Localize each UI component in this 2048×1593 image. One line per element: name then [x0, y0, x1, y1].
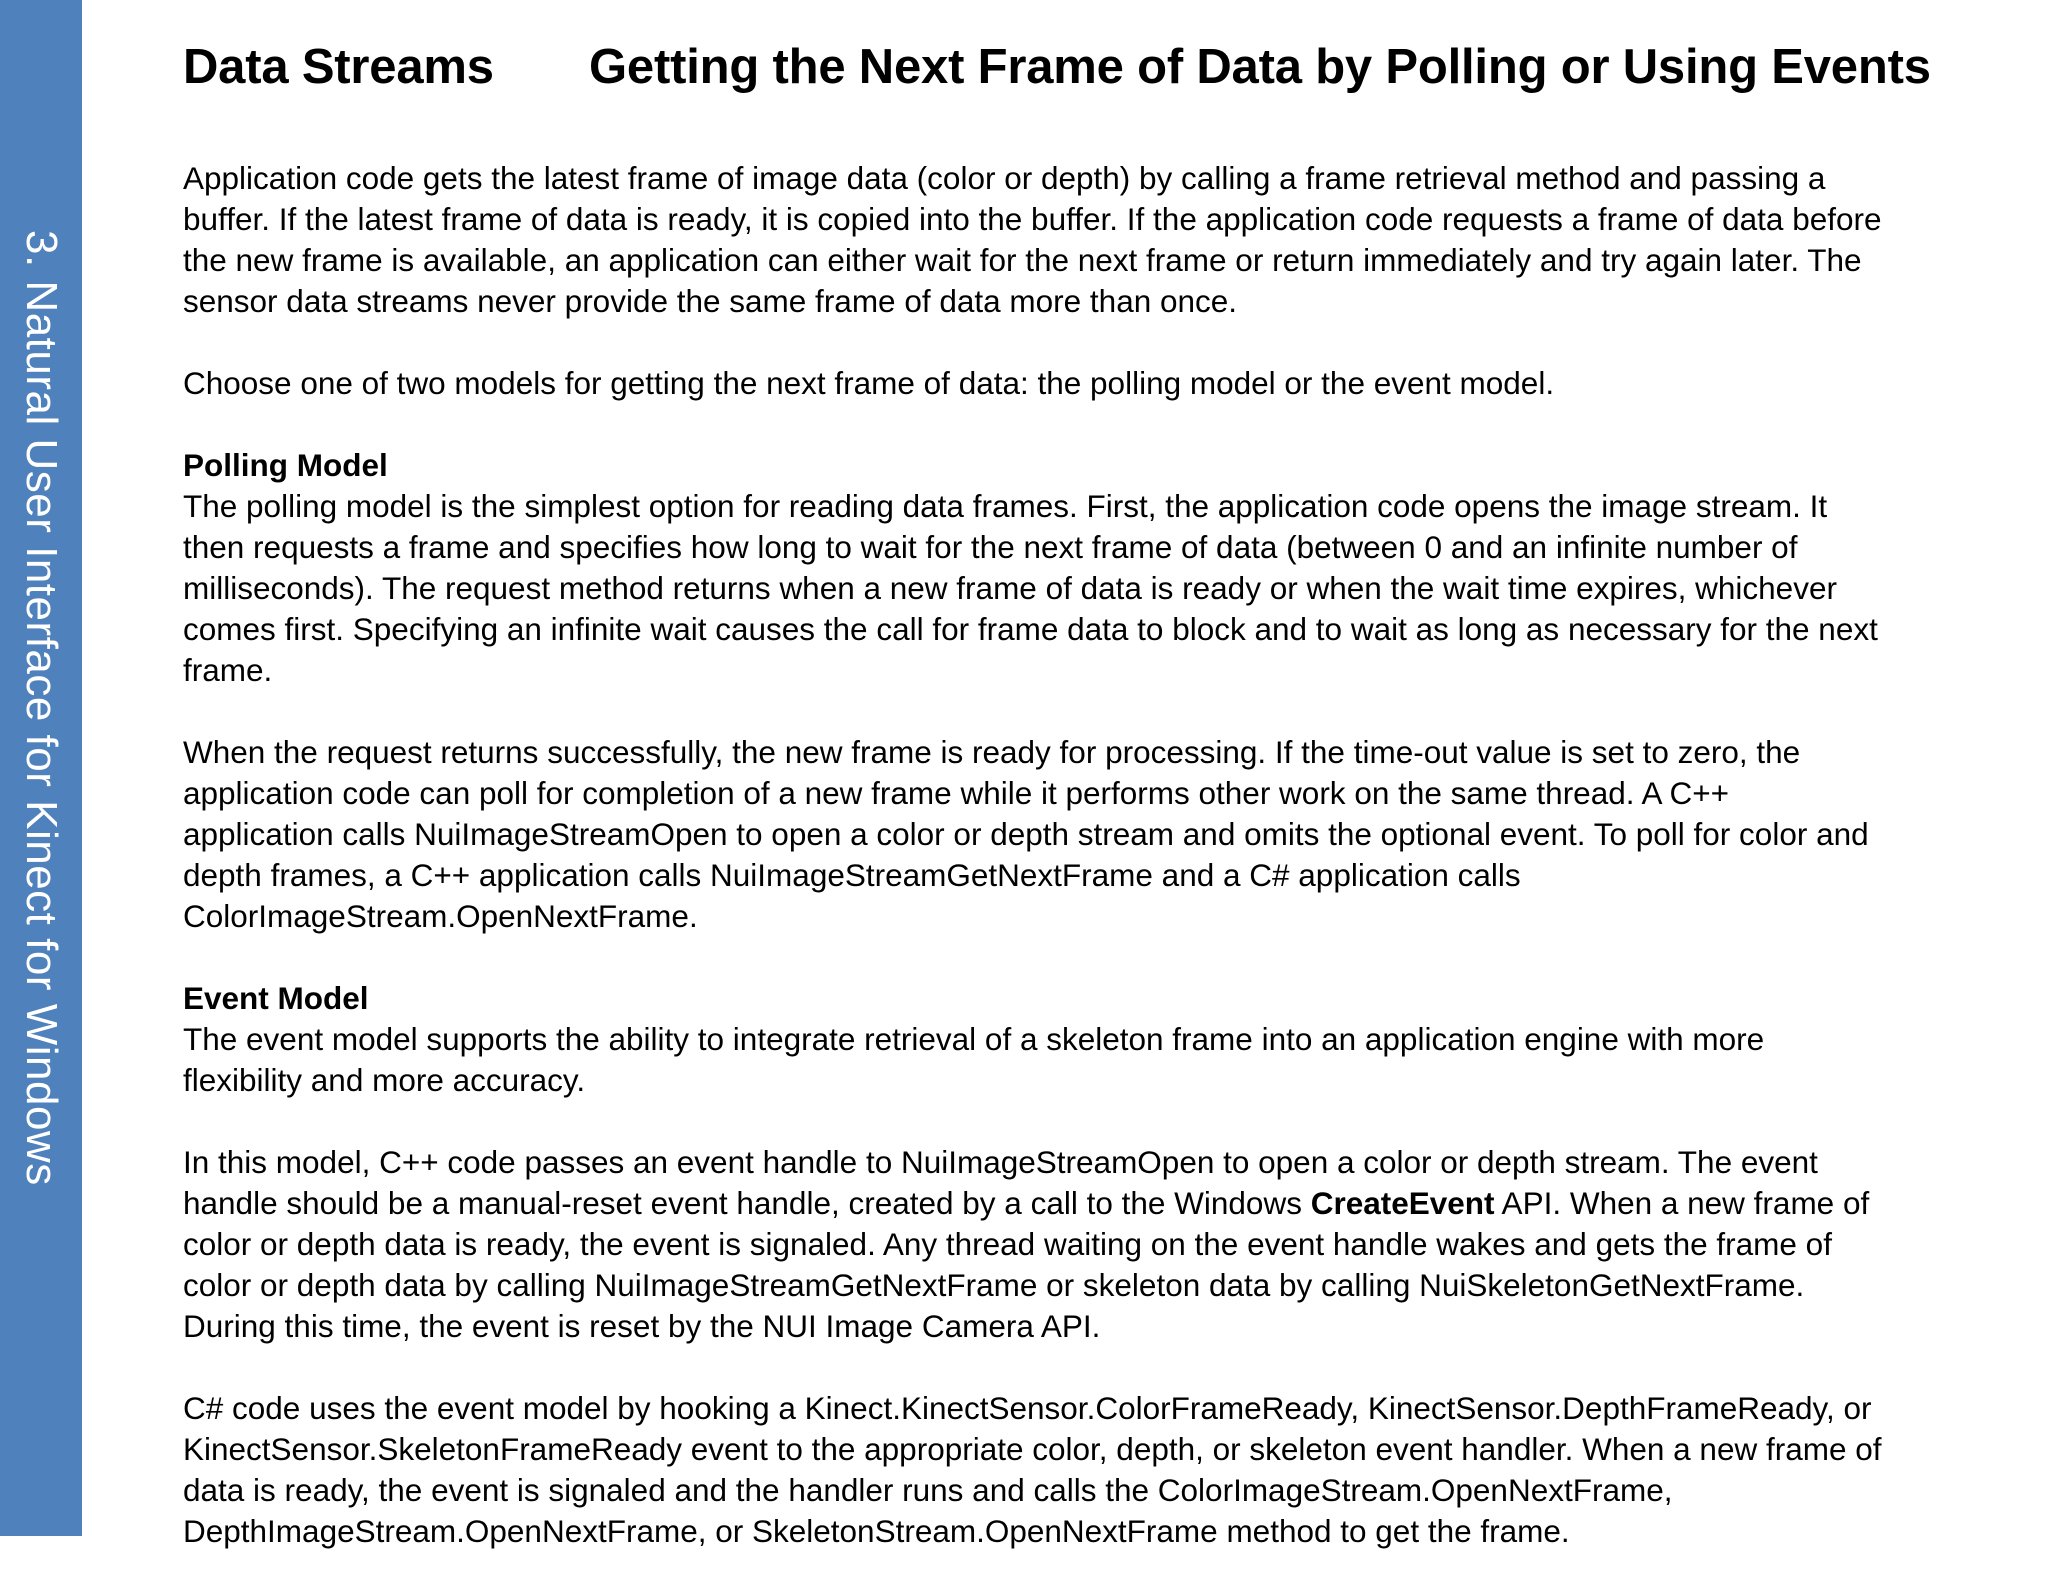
- text-line: The event model supports the ability to integrate retrieval of a skeleton frame into an application engine with more: [183, 1021, 1765, 1057]
- text-line: the new frame is available, an application can either wait for the next frame or return immediately and try again later. The: [183, 242, 1862, 278]
- text-line: depth frames, a C++ application calls NuiImageStreamGetNextFrame and a C# application calls: [183, 857, 1521, 893]
- polling-paragraph-1: [183, 486, 2045, 691]
- choose-paragraph: [183, 363, 2045, 404]
- event-section: [183, 978, 2045, 1101]
- text-line: The polling model is the simplest option for reading data frames. First, the application code opens the image stream. It: [183, 488, 1828, 524]
- page-header: [183, 34, 2045, 100]
- polling-heading: Polling Model: [183, 447, 388, 483]
- event-paragraph-2: [183, 1142, 2045, 1347]
- intro-paragraph: [183, 158, 2045, 322]
- polling-paragraph-2: [183, 732, 2045, 937]
- text-line: then requests a frame and specifies how long to wait for the next frame of data (between 0 and an infinite number of: [183, 529, 1798, 565]
- text-line: DepthImageStream.OpenNextFrame, or SkeletonStream.OpenNextFrame method to get the frame.: [183, 1513, 1570, 1549]
- text-line: When the request returns successfully, the new frame is ready for processing. If the time-out value is set to zero, the: [183, 734, 1801, 770]
- text-line: Choose one of two models for getting the next frame of data: the polling model or the event model.: [183, 365, 1555, 401]
- event-heading: Event Model: [183, 980, 369, 1016]
- text-line: color or depth data by calling NuiImageStreamGetNextFrame or skeleton data by calling NuiSkeletonGetNextFrame.: [183, 1267, 1805, 1303]
- text-run: API. When a new frame of: [1494, 1185, 1870, 1221]
- text-line: C# code uses the event model by hooking a Kinect.KinectSensor.ColorFrameReady, KinectSensor.DepthFrameReady, or: [183, 1390, 1872, 1426]
- text-line: comes first. Specifying an infinite wait causes the call for frame data to block and to wait as long as necessary for the next: [183, 611, 1878, 647]
- text-line: Application code gets the latest frame of image data (color or depth) by calling a frame retrieval method and passing a: [183, 160, 1826, 196]
- text-run: handle should be a manual-reset event handle, created by a call to the Windows: [183, 1185, 1311, 1221]
- text-line: buffer. If the latest frame of data is ready, it is copied into the buffer. If the application code requests a frame of data before: [183, 201, 1882, 237]
- text-line: sensor data streams never provide the same frame of data more than once.: [183, 283, 1238, 319]
- text-line: During this time, the event is reset by the NUI Image Camera API.: [183, 1308, 1101, 1344]
- text-line: In this model, C++ code passes an event handle to NuiImageStreamOpen to open a color or depth stream. The event: [183, 1144, 1818, 1180]
- text-line: frame.: [183, 652, 273, 688]
- section-title: Data Streams: [183, 40, 494, 94]
- text-line: application code can poll for completion of a new frame while it performs other work on the same thread. A C++: [183, 775, 1730, 811]
- text-line: KinectSensor.SkeletonFrameReady event to the appropriate color, depth, or skeleton event handler. When a new frame of: [183, 1431, 1882, 1467]
- document-content: [183, 34, 2045, 1593]
- event-paragraph-1: [183, 1019, 2045, 1101]
- text-line: color or depth data is ready, the event is signaled. Any thread waiting on the event handle wakes and gets the frame of: [183, 1226, 1832, 1262]
- text-line: [183, 1183, 2045, 1224]
- chapter-label: 3. Natural User Interface for Kinect for Windows: [17, 230, 66, 1186]
- text-line: data is ready, the event is signaled and the handler runs and calls the ColorImageStream.OpenNextFrame,: [183, 1472, 1673, 1508]
- api-name-createevent: CreateEvent: [1310, 1185, 1495, 1221]
- text-line: milliseconds). The request method returns when a new frame of data is ready or when the wait time expires, whichever: [183, 570, 1837, 606]
- sidebar-band: [0, 0, 82, 1536]
- event-paragraph-3: [183, 1388, 2045, 1552]
- text-line: application calls NuiImageStreamOpen to open a color or depth stream and omits the optional event. To poll for color and: [183, 816, 1869, 852]
- polling-section: [183, 445, 2045, 691]
- text-line: flexibility and more accuracy.: [183, 1062, 586, 1098]
- text-line: ColorImageStream.OpenNextFrame.: [183, 898, 698, 934]
- page-title: Getting the Next Frame of Data by Polling or Using Events: [589, 40, 1931, 94]
